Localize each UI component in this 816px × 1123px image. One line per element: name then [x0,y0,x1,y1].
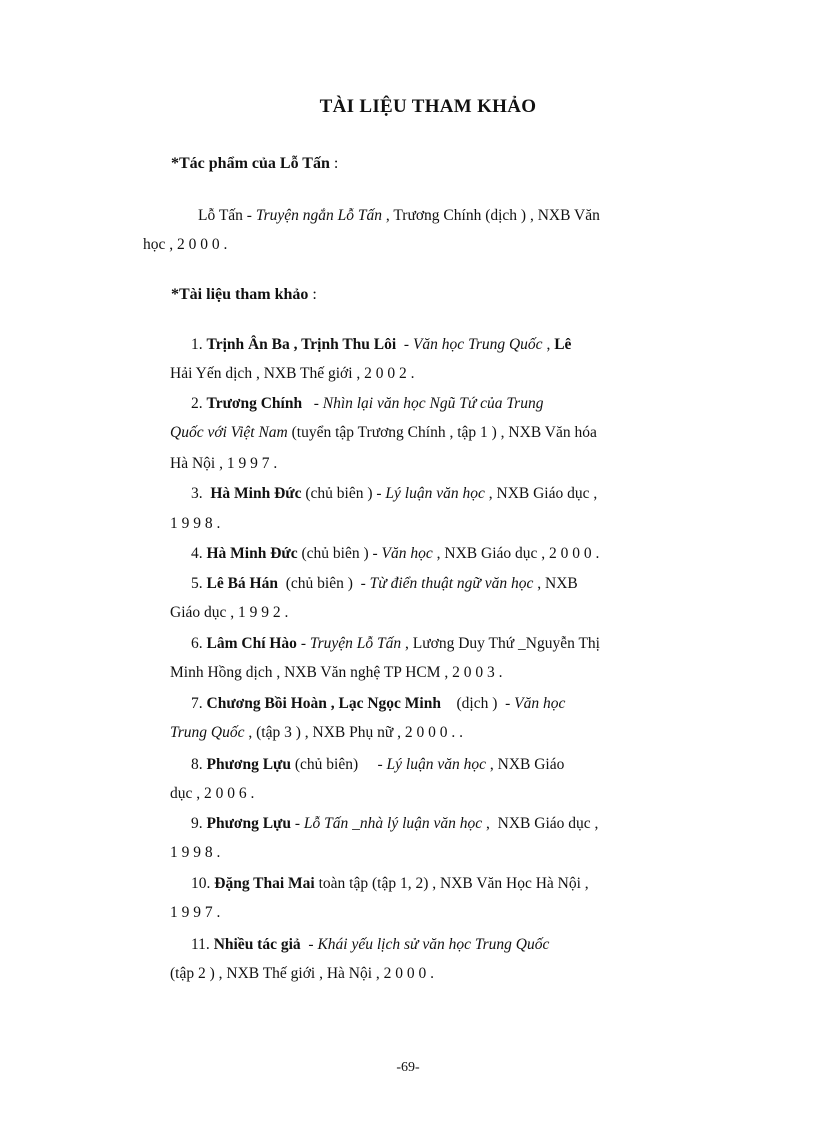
reference-11-line-2 [170,964,434,984]
reference-text: 1 9 9 8 . [170,515,221,532]
reference-title: Truyện Lỗ Tấn [309,635,402,652]
reference-text: , NXB Giáo [486,756,565,773]
reference-text: , NXB Giáo dục , [484,485,598,502]
reference-8-line-1 [191,755,564,775]
reference-10-line-2 [170,903,220,923]
reference-title: Quốc với Việt Nam [170,424,288,441]
reference-title: Nhìn lại văn học Ngũ Tứ của Trung [322,395,544,412]
reference-text: , Lương Duy Thứ _Nguyễn Thị [401,635,600,652]
reference-text: - [300,936,318,953]
page-title: TÀI LIỆU THAM KHẢO [319,96,537,117]
reference-text: 4. [191,545,207,562]
reference-author: Đặng Thai Mai [214,875,315,892]
works-entry-line-2: học , 2 0 0 0 . [143,236,228,253]
reference-text: Giáo dục , 1 9 9 2 . [170,604,289,621]
reference-title: Văn học [381,545,433,562]
reference-text: Minh Hồng dịch , NXB Văn nghệ TP HCM , 2 0 0 3 . [170,664,503,681]
reference-title: Khái yếu lịch sử văn học Trung Quốc [317,936,550,953]
works-section-heading [171,155,338,173]
reference-text: 7. [191,695,207,712]
reference-text: 2. [191,395,207,412]
reference-11-line-1 [191,935,549,955]
reference-author: Trương Chính [206,395,303,412]
reference-9-line-1 [191,814,598,834]
reference-text: , (tập 3 ) , NXB Phụ nữ , 2 0 0 0 . . [244,724,464,741]
reference-author: Trịnh Ân Ba , Trịnh Thu Lôi [206,336,397,353]
works-entry-title: Truyện ngắn Lỗ Tấn [255,207,383,224]
reference-10-line-1 [191,874,589,894]
reference-title: Lý luận văn học [386,756,486,773]
reference-text: - [290,815,304,832]
reference-3-line-1 [191,484,597,504]
reference-text: 5. [191,575,207,592]
reference-2-line-2 [170,423,597,443]
reference-text: 1 9 9 7 . [170,904,221,921]
reference-text: - [302,395,323,412]
reference-title: Văn học Trung Quốc [412,336,543,353]
reference-3-line-2 [170,514,220,534]
reference-text: , [542,336,555,353]
reference-author: Nhiều tác giả [213,936,301,953]
reference-text: 9. [191,815,207,832]
works-heading-text: *Tác phẩm của Lỗ Tấn [171,155,330,172]
reference-author: Hà Minh Đức [206,545,298,562]
reference-2-line-3 [170,454,277,474]
reference-text: , NXB [533,575,578,592]
reference-title: Lỗ Tấn _nhà lý luận văn học [303,815,483,832]
reference-6-line-2 [170,663,503,683]
works-entry-details: , Trương Chính (dịch ) , NXB Văn [382,207,600,224]
reference-text: Hải Yến dịch , NXB Thế giới , 2 0 0 2 . [170,365,415,382]
reference-text: 10. [191,875,215,892]
reference-text: Hà Nội , 1 9 9 7 . [170,455,278,472]
works-entry-line-1 [198,206,600,226]
reference-author: Lê Bá Hán [206,575,278,592]
reference-text: (chủ biên ) - [277,575,370,592]
reference-text: - [296,635,310,652]
works-entry-author: Lỗ Tấn [198,207,243,224]
reference-1-line-2 [170,364,415,384]
reference-text: dục , 2 0 0 6 . [170,785,255,802]
reference-author: Lê [554,336,572,353]
refs-heading-text: *Tài liệu tham khảo [171,286,309,303]
reference-text: toàn tập (tập 1, 2) , NXB Văn Học Hà Nội , [314,875,589,892]
reference-4-line-1 [191,544,599,564]
reference-1-line-1 [191,335,571,355]
reference-text: 11. [191,936,214,953]
reference-text: - [396,336,413,353]
reference-text: 8. [191,756,207,773]
works-entry-sep: - [242,207,256,224]
reference-9-line-2 [170,843,220,863]
reference-text: (tập 2 ) , NXB Thế giới , Hà Nội , 2 0 0 0 . [170,965,435,982]
reference-author: Phương Lựu [206,815,291,832]
reference-text: , NXB Giáo dục , [482,815,599,832]
reference-text: (tuyển tập Trương Chính , tập 1 ) , NXB Văn hóa [287,424,597,441]
reference-6-line-1 [191,634,600,654]
reference-text: (chủ biên ) - [297,545,382,562]
reference-text: (dịch ) - [440,695,515,712]
reference-text: 3. [191,485,211,502]
reference-title: Từ điển thuật ngữ văn học [369,575,534,592]
reference-author: Lâm Chí Hào [206,635,297,652]
reference-5-line-1 [191,574,578,594]
reference-text: , NXB Giáo dục , 2 0 0 0 . [432,545,600,562]
reference-7-line-1 [191,694,565,714]
reference-author: Hà Minh Đức [210,485,302,502]
reference-2-line-1 [191,394,543,414]
reference-8-line-2 [170,784,254,804]
reference-text: 1 9 9 8 . [170,844,221,861]
reference-title: Lý luận văn học [385,485,485,502]
reference-author: Phương Lựu [206,756,291,773]
reference-text: (chủ biên ) - [301,485,386,502]
reference-text: 1. [191,336,207,353]
reference-text: 6. [191,635,207,652]
reference-5-line-2 [170,603,288,623]
reference-author: Chương Bồi Hoàn , Lạc Ngọc Minh [206,695,441,712]
reference-7-line-2 [170,723,463,743]
reference-title: Trung Quốc [170,724,245,741]
page-number: -69- [396,1060,420,1075]
reference-title: Văn học [514,695,566,712]
refs-heading-colon: : [308,286,317,303]
reference-text: (chủ biên) - [290,756,387,773]
refs-section-heading [171,286,317,304]
works-heading-colon: : [329,155,339,172]
